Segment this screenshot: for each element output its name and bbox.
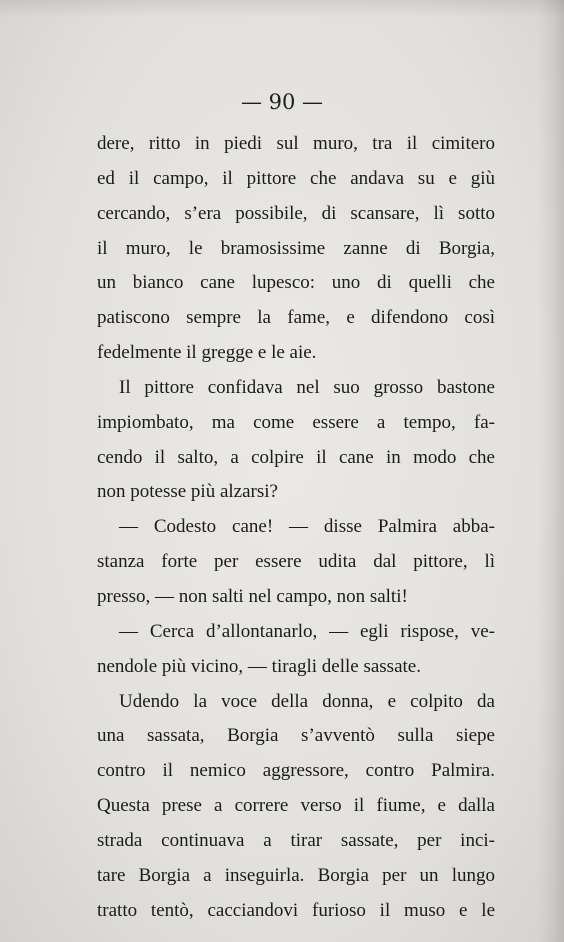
text-line: tare Borgia a inseguirla. Borgia per un lungo	[97, 864, 495, 886]
text-line: ed il campo, il pittore che andava su e giù	[97, 167, 495, 189]
text-line: presso, — non salti nel campo, non salti!	[97, 585, 408, 607]
text-line: dere, ritto in piedi sul muro, tra il cimitero	[97, 133, 495, 154]
text-line: tratto tentò, cacciandovi furioso il muso e le	[97, 899, 495, 921]
page-number: — 90 —	[240, 90, 324, 114]
body-text	[97, 127, 495, 928]
page-top-shadow	[0, 0, 564, 18]
text-line: cercando, s’era possibile, di scansare, lì sotto	[97, 202, 495, 224]
text-line: stanza forte per essere udita dal pittore, lì	[97, 551, 495, 573]
text-line: cendo il salto, a colpire il cane in modo che	[97, 446, 495, 468]
text-line: impiombato, ma come essere a tempo, fa-	[97, 411, 495, 433]
text-line: un bianco cane lupesco: uno di quelli che	[97, 272, 495, 294]
text-line: fedelmente il gregge e le aie.	[97, 342, 317, 364]
text-line: nendole più vicino, — tiragli delle sassate.	[97, 655, 421, 677]
text-line: una sassata, Borgia s’avventò sulla siepe	[97, 725, 495, 747]
text-line: contro il nemico aggressore, contro Palmira.	[97, 760, 495, 782]
text-line: — Codesto cane! — disse Palmira abba-	[119, 516, 495, 538]
text-line: Udendo la voce della donna, e colpito da	[119, 690, 495, 712]
text-line: — Cerca d’allontanarlo, — egli rispose, ve-	[119, 620, 495, 642]
text-line: il muro, le bramosissime zanne di Borgia,	[97, 237, 495, 259]
page-edge-shadow	[538, 0, 564, 942]
text-line: patiscono sempre la fame, e difendono così	[97, 307, 495, 329]
text-line: Il pittore confidava nel suo grosso bastone	[119, 376, 495, 398]
text-line: strada continuava a tirar sassate, per inci-	[97, 829, 495, 851]
text-line: non potesse più alzarsi?	[97, 481, 278, 503]
text-line: Questa prese a correre verso il fiume, e dalla	[97, 795, 495, 817]
